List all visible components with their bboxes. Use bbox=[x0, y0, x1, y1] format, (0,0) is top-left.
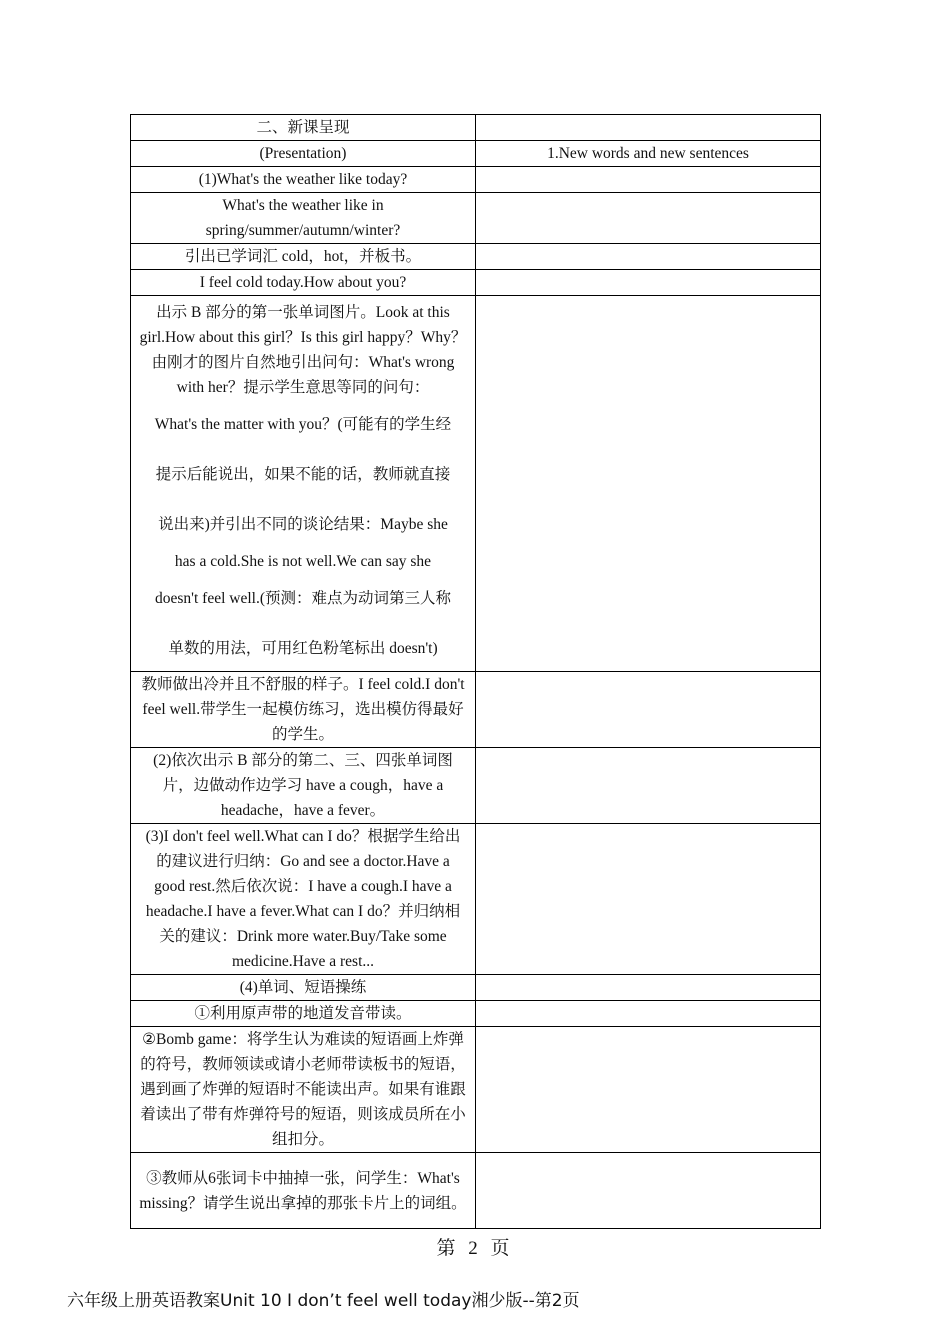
table-cell: (4)单词、短语操练 bbox=[131, 975, 476, 1001]
table-cell: 二、新课呈现 bbox=[131, 115, 476, 141]
table-cell bbox=[476, 975, 821, 1001]
cell-paragraph: 提示后能说出，如果不能的话，教师就直接 bbox=[155, 466, 451, 483]
table-cell: ①利用原声带的地道发音带读。 bbox=[131, 1001, 476, 1027]
table-row bbox=[131, 1153, 821, 1229]
table-row bbox=[131, 244, 821, 270]
table-row bbox=[131, 270, 821, 296]
cell-paragraph: 出示 B 部分的第一张单词图片。Look at this girl.How about this girl？Is this girl happy？Why？由刚才的图片自然地引出问句：What's wrong with her？提示学生意思等同的问句： bbox=[139, 304, 467, 396]
table-cell bbox=[476, 115, 821, 141]
cell-paragraph: What's the matter with you？(可能有的学生经 bbox=[154, 416, 452, 433]
table-cell: What's the weather like in spring/summer/autumn/winter? bbox=[131, 193, 476, 244]
table-row bbox=[131, 748, 821, 824]
table-row bbox=[131, 1027, 821, 1153]
table-cell bbox=[476, 296, 821, 672]
table-cell bbox=[476, 1027, 821, 1153]
table-row bbox=[131, 975, 821, 1001]
table-cell bbox=[476, 193, 821, 244]
footer-title: 六年级上册英语教案Unit 10 I don’t feel well today湘少版--第2页 bbox=[67, 1291, 580, 1311]
table-cell: (3)I don't feel well.What can I do？根据学生给出的建议进行归纳：Go and see a doctor.Have a good rest.然后依次说：I have a cough.I have a headache.I have a fever.What can I do？并归纳相关的建议：Drink more water.Buy/Take some medicine.Have a rest... bbox=[131, 824, 476, 975]
table-cell: ③教师从6张词卡中抽掉一张，问学生：What's missing？请学生说出拿掉的那张卡片上的词组。 bbox=[131, 1153, 476, 1229]
page-number: 第 2 页 bbox=[436, 1238, 514, 1259]
cell-paragraph: doesn't feel well.(预测：难点为动词第三人称 bbox=[155, 590, 451, 607]
table-row bbox=[131, 1001, 821, 1027]
table-cell bbox=[476, 672, 821, 748]
table-cell bbox=[476, 167, 821, 193]
table-row bbox=[131, 193, 821, 244]
table-row bbox=[131, 672, 821, 748]
table-cell bbox=[476, 1153, 821, 1229]
table-row bbox=[131, 167, 821, 193]
table-cell: I feel cold today.How about you? bbox=[131, 270, 476, 296]
table-cell: (1)What's the weather like today? bbox=[131, 167, 476, 193]
table-cell: 1.New words and new sentences bbox=[476, 141, 821, 167]
table-cell bbox=[476, 270, 821, 296]
cell-paragraph: 单数的用法，可用红色粉笔标出 doesn't) bbox=[168, 640, 438, 657]
table-cell bbox=[476, 1001, 821, 1027]
cell-paragraph: 说出来)并引出不同的谈论结果：Maybe she bbox=[158, 516, 448, 533]
table-row bbox=[131, 824, 821, 975]
cell-paragraph: has a cold.She is not well.We can say she bbox=[174, 553, 432, 570]
table-row bbox=[131, 115, 821, 141]
table-cell: 引出已学词汇 cold，hot，并板书。 bbox=[131, 244, 476, 270]
table-cell: ②Bomb game：将学生认为难读的短语画上炸弹的符号，教师领读或请小老师带读板书的短语，遇到画了炸弹的短语时不能读出声。如果有谁跟着读出了带有炸弹符号的短语，则该成员所在小组扣分。 bbox=[131, 1027, 476, 1153]
table-row bbox=[131, 141, 821, 167]
table-cell bbox=[476, 748, 821, 824]
lesson-plan-table bbox=[130, 114, 821, 1229]
table-cell bbox=[131, 296, 476, 672]
table-cell bbox=[476, 824, 821, 975]
table-row bbox=[131, 296, 821, 672]
table-cell: 教师做出冷并且不舒服的样子。I feel cold.I don't feel well.带学生一起模仿练习，选出模仿得最好的学生。 bbox=[131, 672, 476, 748]
table-cell bbox=[476, 244, 821, 270]
table-cell: (Presentation) bbox=[131, 141, 476, 167]
table-cell: (2)依次出示 B 部分的第二、三、四张单词图片，边做动作边学习 have a cough，have a headache，have a fever。 bbox=[131, 748, 476, 824]
